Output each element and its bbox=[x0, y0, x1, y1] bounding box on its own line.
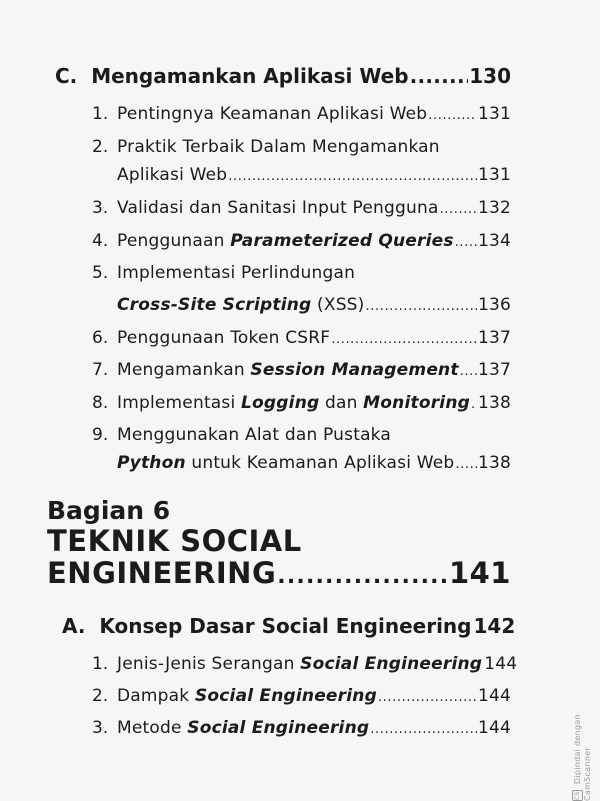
item-title bbox=[117, 718, 369, 738]
dot-leader bbox=[460, 364, 477, 379]
item-title bbox=[117, 295, 365, 315]
item-title-text: Dampak bbox=[117, 686, 195, 706]
item-title-text: (XSS) bbox=[311, 295, 365, 315]
item-title-text: untuk Keamanan Aplikasi Web bbox=[185, 453, 455, 473]
item-title bbox=[117, 231, 454, 251]
toc-item-5[interactable] bbox=[117, 295, 511, 315]
item-title-emphasis: Cross-Site Scripting bbox=[117, 295, 312, 315]
item-number: 5. bbox=[92, 263, 109, 283]
page-number: 144 bbox=[477, 686, 511, 706]
dot-leader bbox=[455, 235, 477, 250]
item-number: 3. bbox=[92, 198, 109, 218]
dot-leader bbox=[410, 64, 469, 88]
page-number: 131 bbox=[477, 165, 511, 185]
dot-leader bbox=[455, 457, 477, 472]
page-number: 131 bbox=[477, 104, 511, 124]
item-number: 7. bbox=[92, 360, 109, 380]
scanner-watermark bbox=[572, 665, 592, 801]
page-number: 132 bbox=[477, 198, 511, 218]
item-title-emphasis: Social Engineering bbox=[194, 686, 377, 706]
item-title bbox=[117, 393, 470, 413]
item-title-emphasis: Python bbox=[117, 453, 186, 473]
chapter-label: Bagian 6 bbox=[47, 496, 171, 525]
page-number: 141 bbox=[448, 556, 511, 590]
item-title bbox=[117, 654, 482, 674]
dot-leader bbox=[228, 169, 477, 184]
toc-section-c[interactable] bbox=[55, 64, 511, 88]
chapter-title: TEKNIK SOCIAL bbox=[47, 524, 302, 558]
section-title-text: Mengamankan Aplikasi Web bbox=[91, 64, 409, 88]
item-number: 2. bbox=[92, 686, 109, 706]
page-number: 144 bbox=[484, 654, 518, 674]
item-title: Validasi dan Sanitasi Input Pengguna bbox=[117, 198, 439, 218]
page-number: 137 bbox=[477, 360, 511, 380]
toc-item-2[interactable] bbox=[117, 165, 511, 185]
toc-item-a2[interactable] bbox=[117, 686, 511, 706]
item-title-line1: Praktik Terbaik Dalam Mengamankan bbox=[117, 137, 440, 157]
toc-item-1[interactable] bbox=[117, 104, 511, 124]
item-number: 9. bbox=[92, 425, 109, 445]
dot-leader bbox=[277, 564, 448, 589]
toc-item-8[interactable] bbox=[117, 393, 511, 413]
page-number: 130 bbox=[469, 64, 511, 88]
item-title-text: Jenis-Jenis Serangan bbox=[117, 654, 301, 674]
page-number: 142 bbox=[473, 614, 516, 638]
section-title-text: Konsep Dasar bbox=[99, 614, 262, 638]
item-title-text: Penggunaan bbox=[117, 231, 231, 251]
item-title-emphasis: Social Engineering bbox=[300, 654, 483, 674]
item-number: 4. bbox=[92, 231, 109, 251]
camscanner-icon: CS bbox=[574, 791, 581, 800]
item-title-emphasis: Monitoring bbox=[363, 393, 470, 413]
toc-item-a3[interactable] bbox=[117, 718, 511, 738]
item-number: 3. bbox=[92, 718, 109, 738]
item-title-text: Mengamankan bbox=[117, 360, 251, 380]
page-number: 137 bbox=[477, 328, 511, 348]
page-number: 138 bbox=[477, 393, 511, 413]
item-number: 8. bbox=[92, 393, 109, 413]
toc-item-9[interactable] bbox=[117, 453, 511, 473]
item-title-text: Metode bbox=[117, 718, 188, 738]
toc-item-a1[interactable] bbox=[117, 654, 518, 674]
section-letter: C. bbox=[55, 64, 78, 88]
item-title-text: Implementasi bbox=[117, 393, 242, 413]
toc-chapter[interactable] bbox=[47, 556, 511, 590]
item-title-emphasis: Social Engineering bbox=[187, 718, 370, 738]
page-number: 136 bbox=[477, 295, 511, 315]
scanner-watermark-text: Dipindai dengan CamScanner bbox=[573, 714, 592, 801]
item-title-emphasis: Logging bbox=[241, 393, 320, 413]
section-title bbox=[55, 64, 409, 88]
section-title-emphasis: Social Engineering bbox=[261, 614, 472, 638]
section-letter: A. bbox=[62, 614, 86, 638]
item-number: 1. bbox=[92, 654, 109, 674]
chapter-title-line2: ENGINEERING bbox=[47, 556, 277, 590]
section-title bbox=[62, 614, 471, 638]
item-title-emphasis: Parameterized Queries bbox=[230, 231, 454, 251]
dot-leader bbox=[471, 397, 477, 412]
toc-section-a[interactable] bbox=[62, 614, 516, 638]
page-number: 138 bbox=[477, 453, 511, 473]
item-title-text: dan bbox=[319, 393, 364, 413]
toc-item-3[interactable] bbox=[117, 198, 511, 218]
item-title bbox=[117, 686, 377, 706]
item-title-line1: Implementasi Perlindungan bbox=[117, 263, 356, 283]
dot-leader bbox=[440, 202, 477, 217]
item-title: Pentingnya Keamanan Aplikasi Web bbox=[117, 104, 428, 124]
item-title: Penggunaan Token CSRF bbox=[117, 328, 331, 348]
dot-leader bbox=[378, 690, 477, 705]
item-number: 6. bbox=[92, 328, 109, 348]
toc-item-7[interactable] bbox=[117, 360, 511, 380]
item-number: 2. bbox=[92, 137, 109, 157]
item-title-line1: Menggunakan Alat dan Pustaka bbox=[117, 425, 392, 445]
item-number: 1. bbox=[92, 104, 109, 124]
toc-item-4[interactable] bbox=[117, 231, 511, 251]
dot-leader bbox=[428, 108, 477, 123]
item-title: Aplikasi Web bbox=[117, 165, 228, 185]
item-title bbox=[117, 360, 459, 380]
item-title bbox=[117, 453, 454, 473]
dot-leader bbox=[370, 722, 477, 737]
dot-leader bbox=[366, 299, 477, 314]
item-title-emphasis: Session Management bbox=[250, 360, 459, 380]
page-number: 134 bbox=[477, 231, 511, 251]
dot-leader bbox=[331, 332, 477, 347]
toc-item-6[interactable] bbox=[117, 328, 511, 348]
page-number: 144 bbox=[477, 718, 511, 738]
